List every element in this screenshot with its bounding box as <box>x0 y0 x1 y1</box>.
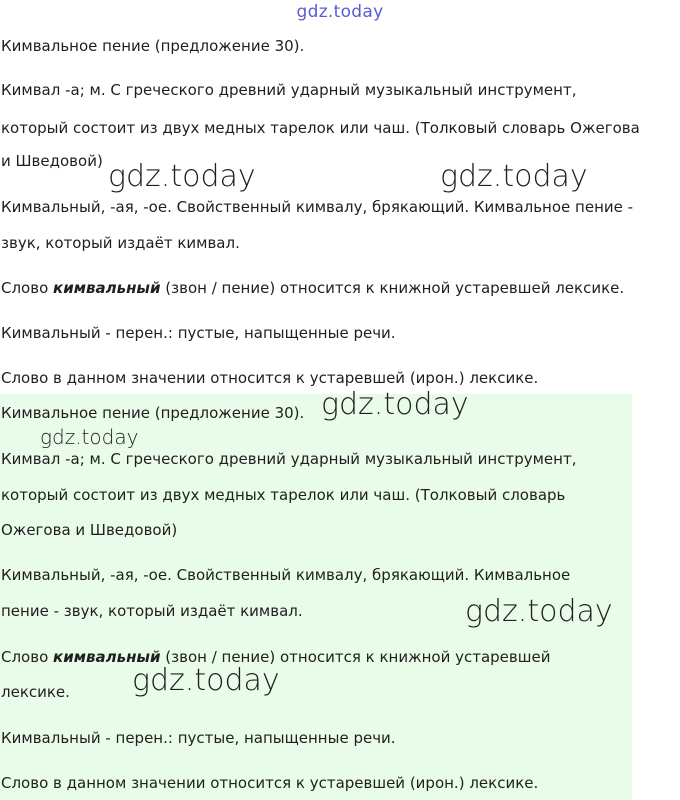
watermark-3: gdz.today <box>321 387 469 422</box>
s2-word-pre: Слово <box>1 648 54 666</box>
s2-figurative-line: Кимвальный - перен.: пустые, напыщенные речи. <box>1 729 396 747</box>
s1-word-post: (звон / пение) относится к книжной устаревшей лексике. <box>160 279 625 297</box>
watermark-5: gdz.today <box>465 594 613 629</box>
top-watermark: gdz.today <box>296 2 384 22</box>
s2-adjective-line-1: Кимвальный, -ая, -ое. Свойственный кимвалу, брякающий. Кимвальное <box>1 566 571 584</box>
s1-figurative-line: Кимвальный - перен.: пустые, напыщенные речи. <box>1 324 396 342</box>
s1-meaning-line: Слово в данном значении относится к устаревшей (ирон.) лексике. <box>1 369 539 387</box>
s1-heading: Кимвальное пение (предложение 30). <box>1 37 305 55</box>
s1-word-pre: Слово <box>1 279 54 297</box>
watermark-4: gdz.today <box>40 425 139 449</box>
watermark-6: gdz.today <box>132 663 280 698</box>
s1-word-line <box>1 278 624 298</box>
s2-definition-line-3: Ожегова и Шведовой) <box>1 521 178 539</box>
s1-adjective-line-1: Кимвальный, -ая, -ое. Свойственный кимвалу, брякающий. Кимвальное пение - <box>1 198 634 216</box>
s1-definition-line-1: Кимвал -а; м. С греческого древний ударный музыкальный инструмент, <box>1 81 577 99</box>
s1-definition-line-2: который состоит из двух медных тарелок или чаш. (Толковый словарь Ожегова <box>1 119 640 137</box>
s1-word-italic: кимвальный <box>53 279 161 297</box>
s2-word-post: (звон / пение) относится к книжной устаревшей <box>160 648 551 666</box>
s2-adjective-line-2: пение - звук, который издаёт кимвал. <box>1 602 303 620</box>
s2-heading: Кимвальное пение (предложение 30). <box>1 404 305 422</box>
s2-word-italic: кимвальный <box>53 648 161 666</box>
s1-adjective-line-2: звук, который издаёт кимвал. <box>1 234 240 252</box>
s2-meaning-line: Слово в данном значении относится к устаревшей (ирон.) лексике. <box>1 774 539 792</box>
watermark-1: gdz.today <box>108 159 256 194</box>
watermark-2: gdz.today <box>440 159 588 194</box>
s2-definition-line-2: который состоит из двух медных тарелок или чаш. (Толковый словарь <box>1 486 566 504</box>
s1-definition-line-3: и Шведовой) <box>1 152 103 170</box>
s2-definition-line-1: Кимвал -а; м. С греческого древний ударный музыкальный инструмент, <box>1 450 577 468</box>
s2-word-line-2: лексике. <box>1 683 70 701</box>
